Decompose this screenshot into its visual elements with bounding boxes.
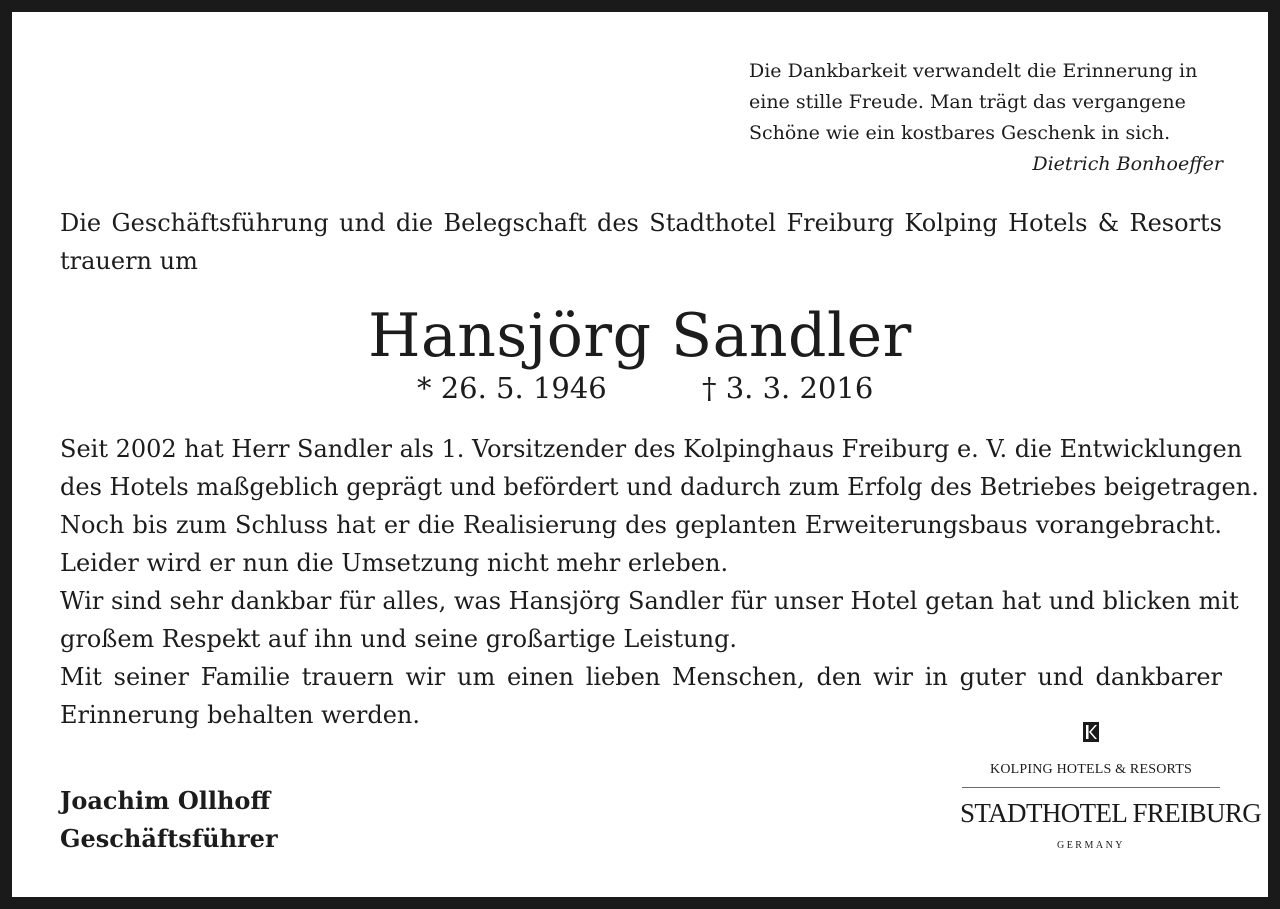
body-line: des Hotels maßgeblich geprägt und befördert und dadurch zum Erfolg des Betriebes beigetragen. bbox=[60, 473, 1259, 501]
body-line: Erinnerung behalten werden. bbox=[60, 701, 420, 729]
deceased-name: Hansjörg Sandler bbox=[368, 301, 912, 371]
obituary-notice bbox=[12, 12, 1268, 897]
body-line: Wir sind sehr dankbar für alles, was Hansjörg Sandler für unser Hotel getan hat und blicken mit bbox=[60, 587, 1239, 615]
logo-hotel-name: STADTHOTEL FREIBURG bbox=[960, 798, 1262, 828]
quote-author: Dietrich Bonhoeffer bbox=[1032, 153, 1223, 175]
birth-date: * 26. 5. 1946 bbox=[417, 371, 607, 405]
kolping-logo-icon bbox=[1083, 722, 1099, 742]
logo-divider bbox=[962, 787, 1220, 788]
quote-line: Die Dankbarkeit verwandelt die Erinnerung in bbox=[749, 60, 1198, 82]
intro-line: trauern um bbox=[60, 247, 198, 275]
body-line: großem Respekt auf ihn und seine großartige Leistung. bbox=[60, 625, 738, 653]
body-line: Noch bis zum Schluss hat er die Realisierung des geplanten Erweiterungsbaus vorangebracht. bbox=[60, 511, 1222, 539]
body-line: Mit seiner Familie trauern wir um einen lieben Menschen, den wir in guter und dankbarer bbox=[60, 663, 1222, 691]
hotel-logo bbox=[960, 714, 1262, 854]
body-line: Seit 2002 hat Herr Sandler als 1. Vorsitzender des Kolpinghaus Freiburg e. V. die Entwicklungen bbox=[60, 435, 1243, 463]
death-date: † 3. 3. 2016 bbox=[702, 371, 874, 405]
intro-text bbox=[60, 204, 1222, 280]
signature-block bbox=[60, 782, 278, 858]
logo-country: GERMANY bbox=[1056, 840, 1126, 851]
logo-group-name: KOLPING HOTELS & RESORTS bbox=[990, 762, 1192, 777]
intro-line: Die Geschäftsführung und die Belegschaft des Stadthotel Freiburg Kolping Hotels & Resorts bbox=[60, 209, 1222, 237]
body-line: Leider wird er nun die Umsetzung nicht mehr erleben. bbox=[60, 549, 729, 577]
quote-block bbox=[749, 56, 1223, 179]
signer-role: Geschäftsführer bbox=[60, 824, 278, 853]
body-text bbox=[60, 430, 1259, 734]
quote-line: eine stille Freude. Man trägt das vergangene bbox=[749, 91, 1186, 113]
quote-line: Schöne wie ein kostbares Geschenk in sich. bbox=[749, 122, 1171, 144]
signer-name: Joachim Ollhoff bbox=[60, 786, 271, 815]
